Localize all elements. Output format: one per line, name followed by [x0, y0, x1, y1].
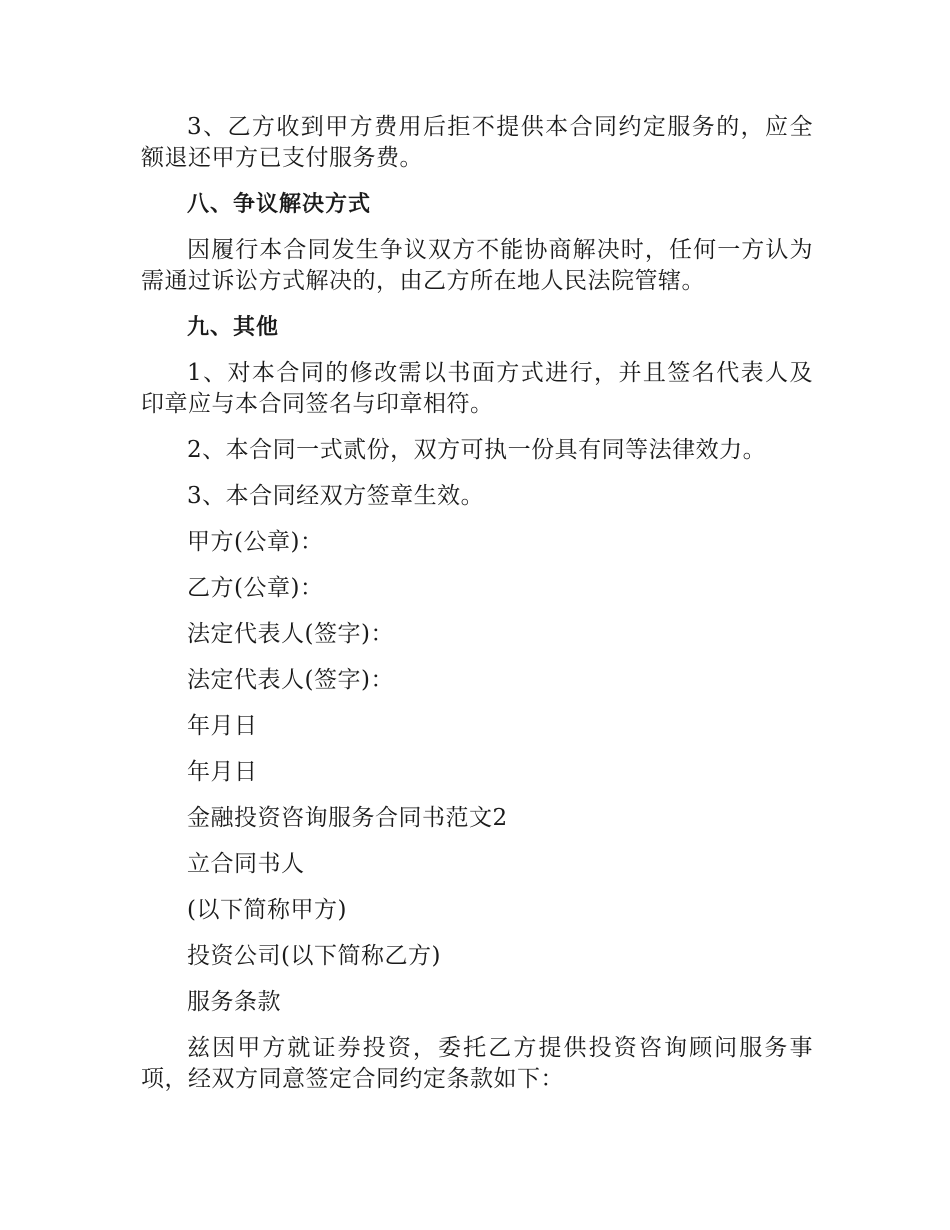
- party-a-date: 年月日: [187, 713, 258, 739]
- party-a-seal: 甲方(公章)：: [187, 529, 324, 555]
- section-heading-dispute: 八、争议解决方式: [187, 192, 372, 217]
- document-body: [141, 112, 813, 1110]
- party-b-seal: 乙方(公章)：: [187, 575, 324, 601]
- clause-amendment: 1、对本合同的修改需以书面方式进行，并且签名代表人及印章应与本合同签名与印章相符。: [141, 360, 813, 417]
- section-heading-other: 九、其他: [187, 315, 280, 340]
- party-b-label: 投资公司(以下简称乙方): [187, 943, 441, 969]
- document-title-2: 金融投资咨询服务合同书范文2: [187, 805, 508, 831]
- clause-copies: 2、本合同一式贰份，双方可执一份具有同等法律效力。: [187, 437, 767, 463]
- party-b-representative: 法定代表人(签字)：: [187, 667, 394, 693]
- contract-party-label: 立合同书人: [187, 851, 305, 877]
- party-a-representative: 法定代表人(签字)：: [187, 621, 394, 647]
- party-a-label: (以下简称甲方): [187, 897, 347, 923]
- service-terms-label: 服务条款: [187, 989, 281, 1015]
- clause-refund: 3、乙方收到甲方费用后拒不提供本合同约定服务的，应全额退还甲方已支付服务费。: [141, 114, 813, 171]
- clause-dispute: 因履行本合同发生争议双方不能协商解决时，任何一方认为需通过诉讼方式解决的，由乙方所在地人民法院管辖。: [141, 237, 813, 294]
- clause-intro: 兹因甲方就证券投资，委托乙方提供投资咨询顾问服务事项，经双方同意签定合同约定条款如下：: [141, 1035, 813, 1092]
- party-b-date: 年月日: [187, 759, 258, 785]
- clause-effective: 3、本合同经双方签章生效。: [187, 483, 485, 509]
